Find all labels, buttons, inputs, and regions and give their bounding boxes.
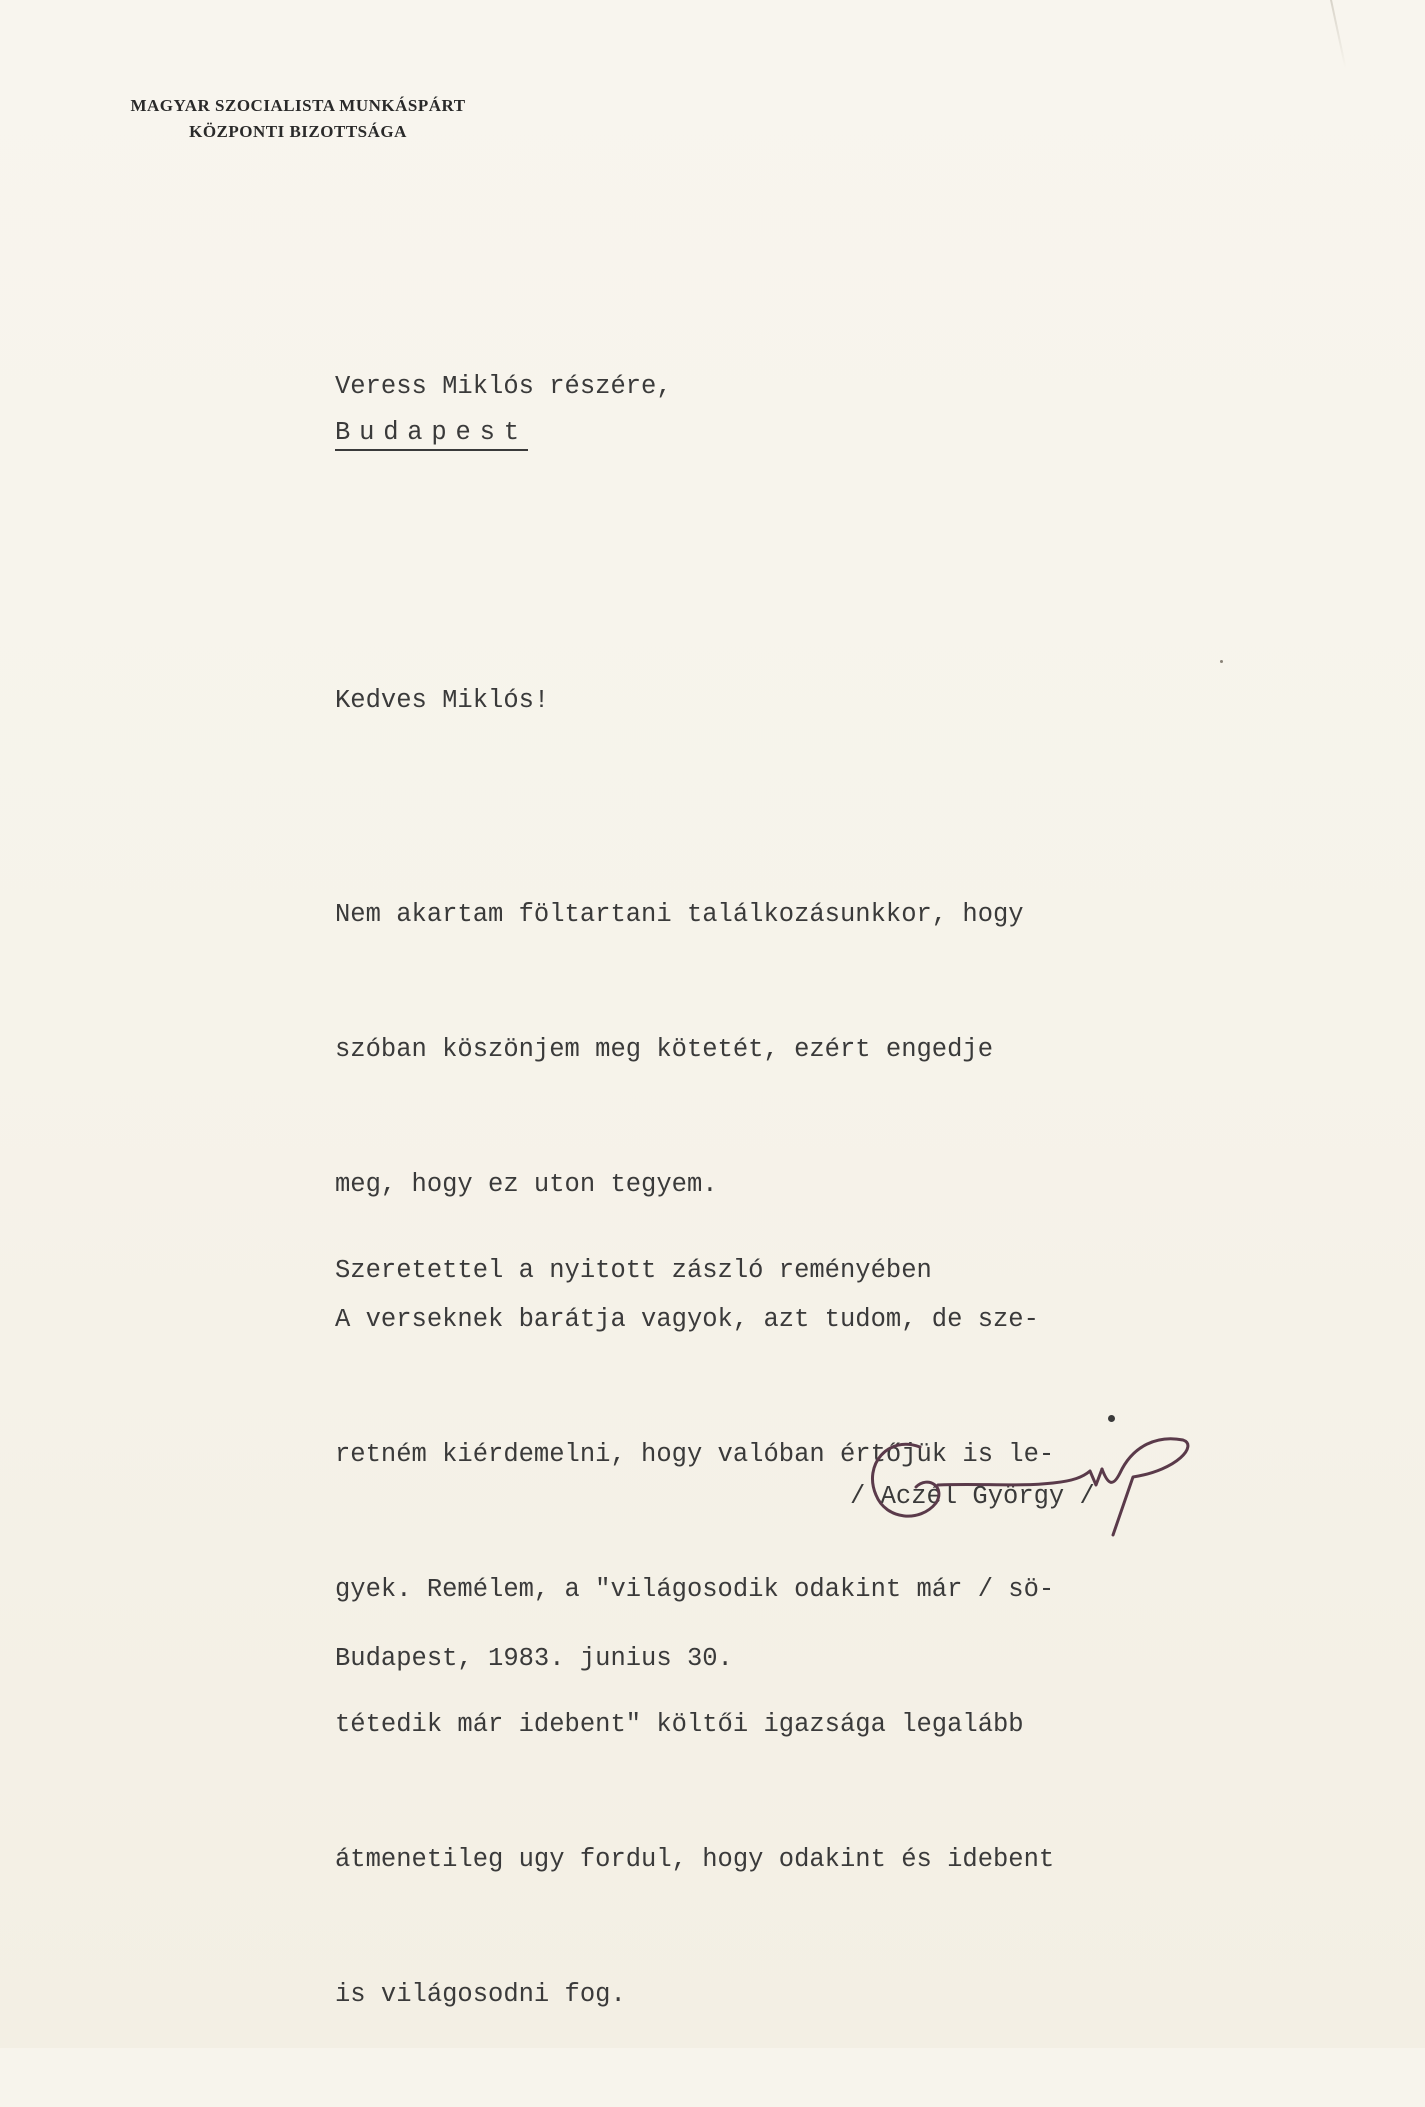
typed-signature-name: / Aczél György / [850, 1482, 1095, 1511]
handwritten-signature [858, 1425, 1198, 1545]
body-line: meg, hogy ez uton tegyem. [335, 1170, 718, 1199]
closing: Szeretettel a nyitott zászló reményében [335, 1256, 932, 1285]
signature-stroke [938, 1469, 1102, 1485]
recipient-name: Veress Miklós részére, [335, 372, 672, 401]
body-line: Nem akartam föltartani találkozásunkkor, hogy [335, 900, 1024, 929]
body-line: szóban köszönjem meg kötetét, ezért engedje [335, 1035, 994, 1064]
ink-dot [1108, 1415, 1115, 1422]
body-line: is világosodni fog. [335, 1980, 626, 2009]
body-line: A verseknek barátja vagyok, azt tudom, de sze- [335, 1305, 1039, 1334]
letterhead-line-1: MAGYAR SZOCIALISTA MUNKÁSPÁRT [130, 96, 466, 115]
recipient-city: Budapest [335, 418, 528, 451]
body-line: tétedik már idebent" költői igazsága legalább [335, 1710, 1024, 1739]
salutation: Kedves Miklós! [335, 686, 550, 715]
letterhead [73, 93, 523, 145]
body-line: gyek. Remélem, a "világosodik odakint már / sö- [335, 1575, 1055, 1604]
body-line: átmenetileg ugy fordul, hogy odakint és idebent [335, 1845, 1055, 1874]
paper-crease [1330, 0, 1347, 68]
signature-stroke [1102, 1439, 1188, 1535]
letter-date: Budapest, 1983. junius 30. [335, 1644, 733, 1673]
letterhead-line-2: KÖZPONTI BIZOTTSÁGA [189, 122, 407, 141]
paper-speck [1220, 660, 1223, 663]
body-line: retném kiérdemelni, hogy valóban értőjük is le- [335, 1440, 1055, 1469]
signature-stroke [872, 1444, 938, 1516]
